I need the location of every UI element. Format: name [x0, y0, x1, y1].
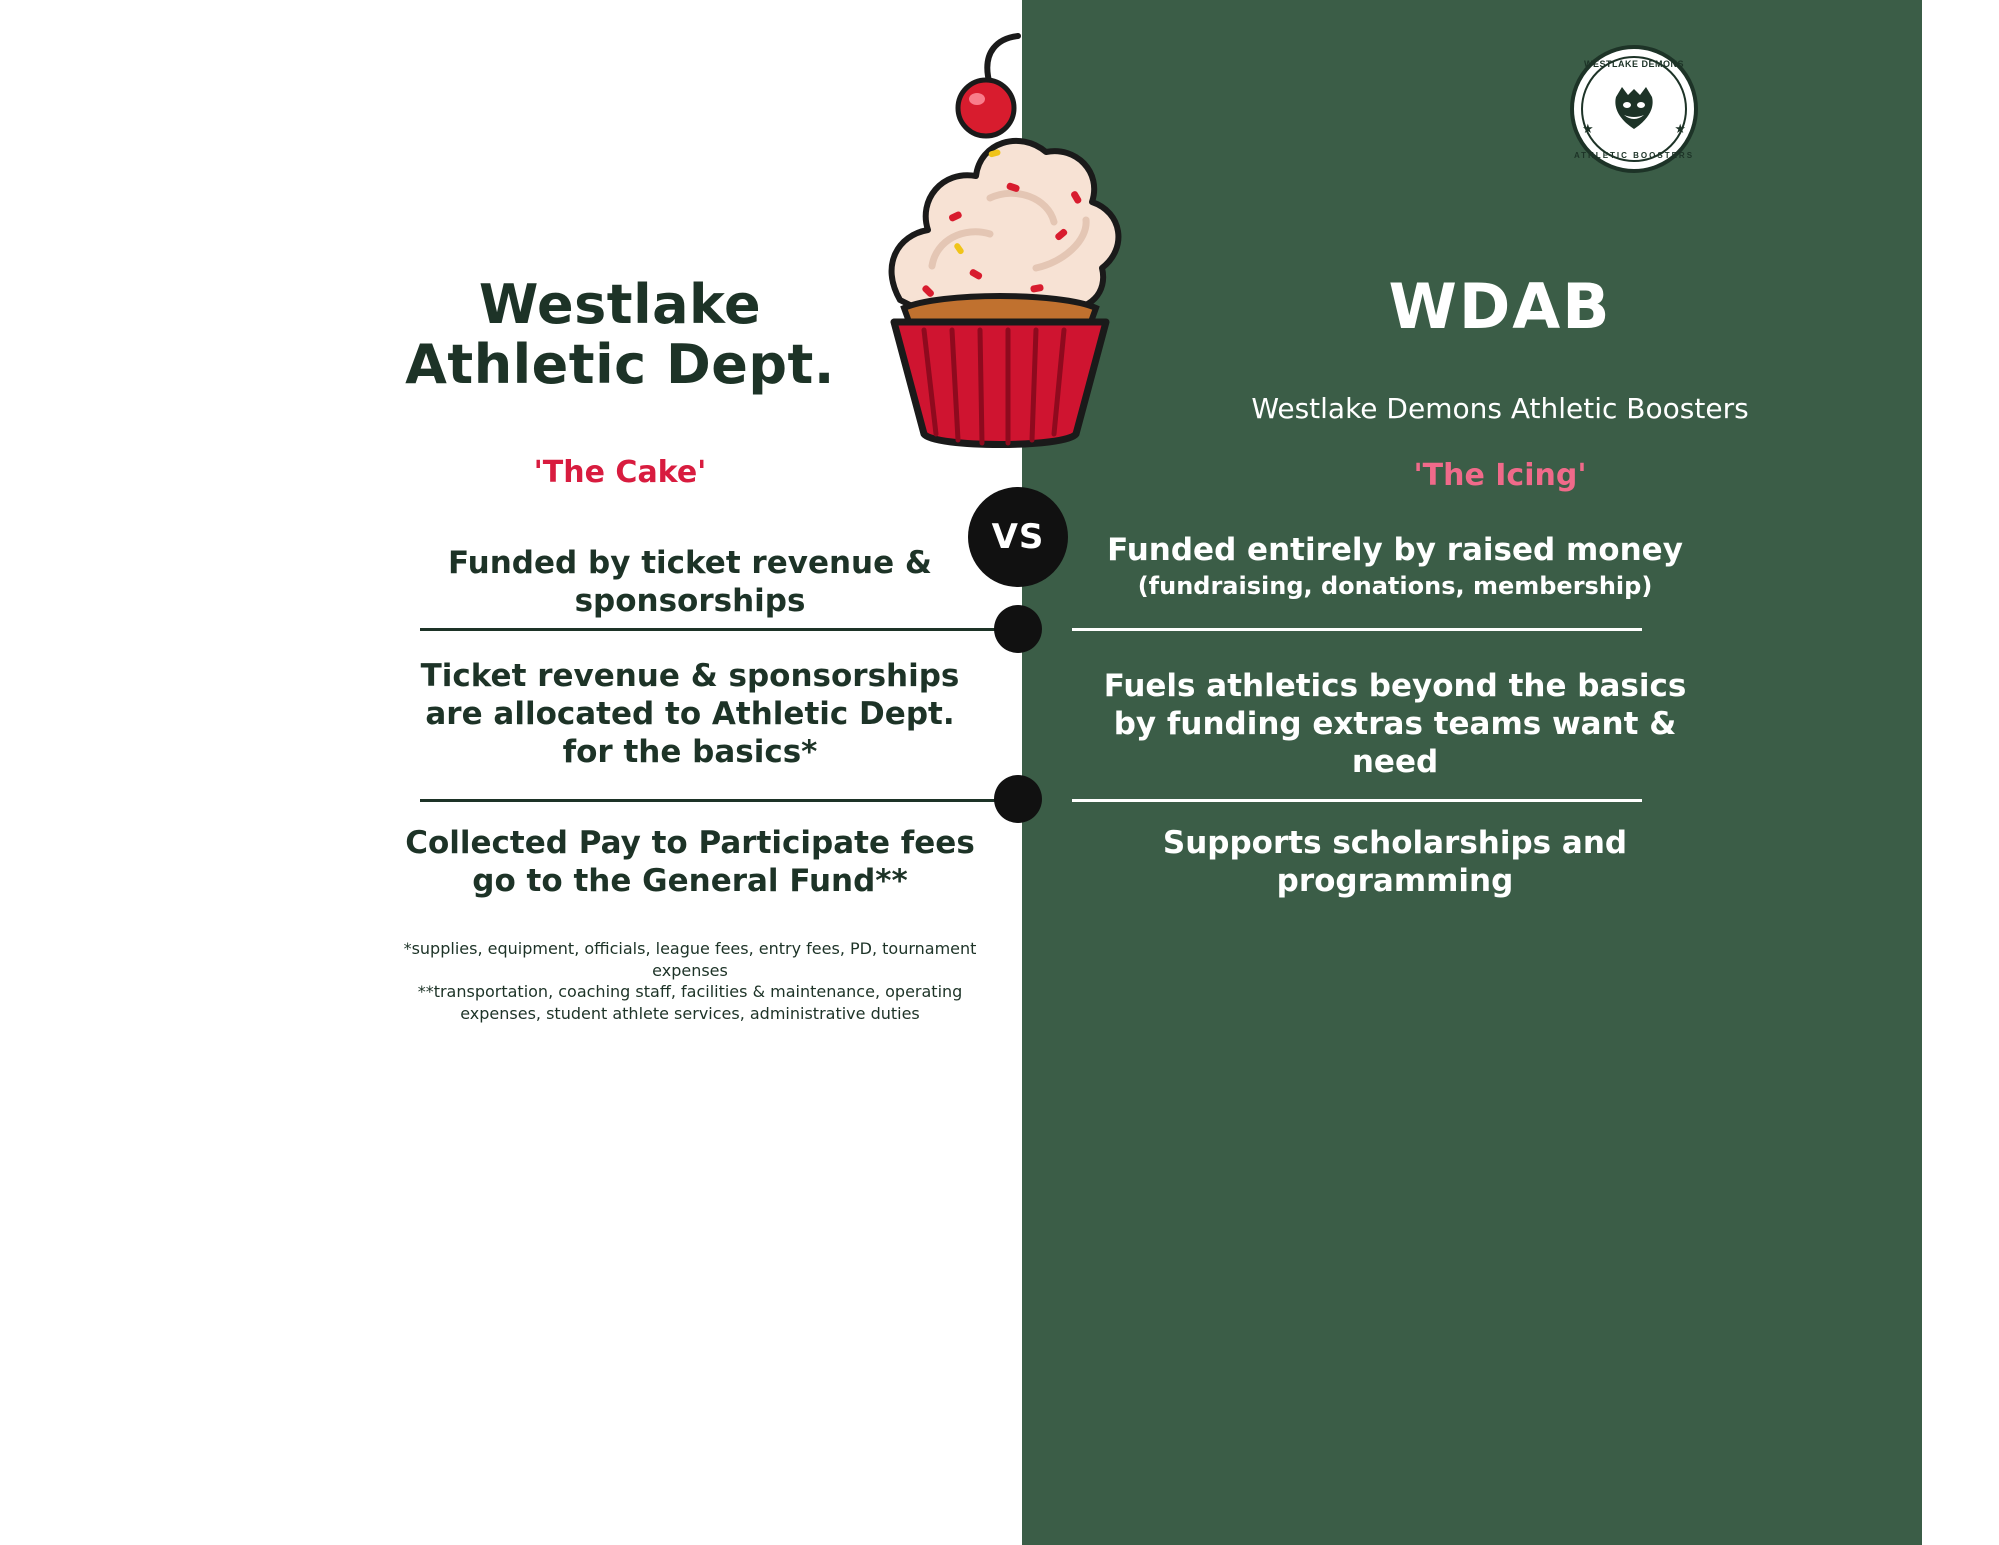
right-subtitle: Westlake Demons Athletic Boosters [1251, 392, 1749, 425]
right-row-1 [1085, 532, 1705, 601]
separator-line-1-right [1072, 628, 1642, 631]
star-left-icon: ★ [1582, 122, 1594, 137]
footnote-1: *supplies, equipment, officials, league fees, entry fees, PD, tournament expenses [403, 939, 977, 980]
separator-line-2-right [1072, 799, 1642, 802]
right-row-2 [1085, 668, 1705, 781]
vs-badge: VS [968, 487, 1068, 587]
left-row-1: Funded by ticket revenue & sponsorships [448, 545, 932, 619]
logo-top-text: WESTLAKE DEMONS [1583, 59, 1684, 69]
right-row-1-note: (fundraising, donations, membership) [1137, 571, 1653, 600]
separator-line-2-left [420, 799, 1020, 802]
right-margin-strip [1922, 0, 1999, 1545]
separator-dot-1 [994, 605, 1042, 653]
wdab-logo [1570, 45, 1698, 173]
left-subtitle: 'The Cake' [533, 455, 707, 490]
left-title-line-1: Westlake [478, 273, 762, 336]
footnote-2: **transportation, coaching staff, facilities & maintenance, operating expenses, student athlete services, administrative duties [417, 982, 963, 1023]
right-title: WDAB [1388, 270, 1612, 343]
separator-line-1-left [420, 628, 1020, 631]
left-title-line-2: Athletic Dept. [405, 333, 835, 397]
left-title [330, 275, 910, 396]
star-right-icon: ★ [1674, 122, 1686, 137]
separator-dot-2 [994, 775, 1042, 823]
left-row-2: Ticket revenue & sponsorships are allocated to Athletic Dept. for the basics* [420, 658, 960, 770]
right-row-3-main: Supports scholarships and programming [1162, 825, 1628, 899]
logo-bottom-text: ATHLETIC BOOSTERS [1573, 151, 1695, 160]
right-row-1-main: Funded entirely by raised money [1107, 532, 1683, 568]
right-row-2-main: Fuels athletics beyond the basics by funding extras teams want & need [1103, 668, 1687, 780]
left-row-3: Collected Pay to Participate fees go to the General Fund** [405, 825, 975, 899]
right-tagline: 'The Icing' [1413, 458, 1587, 493]
demon-mascot-icon [1608, 83, 1660, 135]
right-row-3 [1085, 825, 1705, 901]
footnotes [400, 938, 980, 1024]
